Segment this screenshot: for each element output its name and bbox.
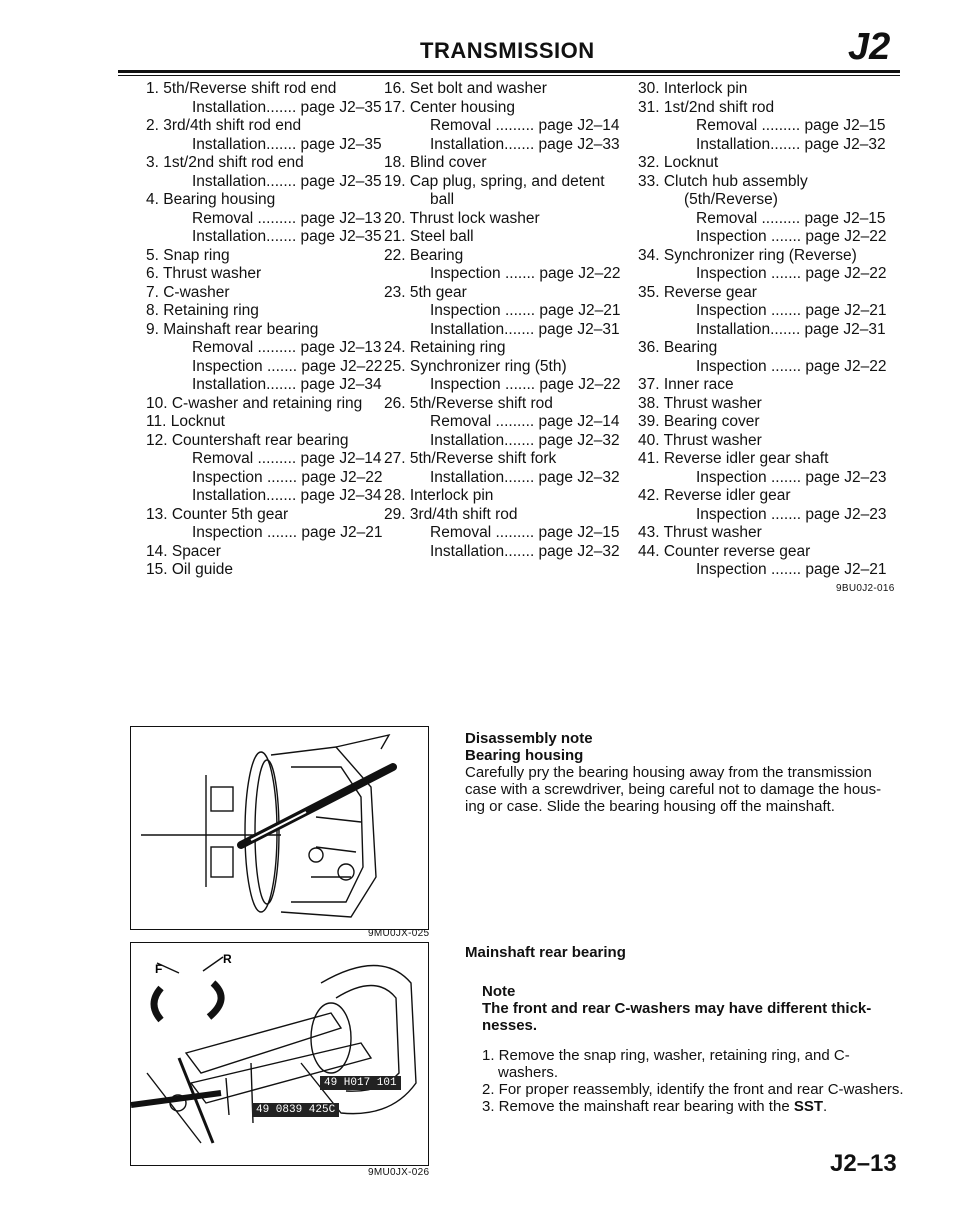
screwdriver-icon (241, 767, 393, 845)
bearing-housing-illustration (131, 727, 428, 929)
figure-mainshaft-rear-bearing (130, 942, 429, 1166)
fig1-housing-body (271, 747, 376, 917)
step-line: washers. (498, 1064, 559, 1081)
parts-list-line: Installation....... page J2–35 (192, 228, 382, 245)
parts-list-line: Inspection ....... page J2–21 (696, 302, 887, 319)
note-text-line: The front and rear C-washers may have different thick- (482, 1000, 872, 1017)
fig1-housing-top (336, 735, 389, 749)
parts-list-line: 43. Thrust washer (638, 524, 762, 541)
parts-list-line: 16. Set bolt and washer (384, 80, 547, 97)
fig1-bolt (309, 848, 323, 862)
parts-list-line: 37. Inner race (638, 376, 734, 393)
figure-2-code: 9MU0JX-026 (368, 1167, 430, 1178)
step-line-3 (482, 1098, 904, 1115)
parts-list-line: 27. 5th/Reverse shift fork (384, 450, 557, 467)
parts-list-line: Removal ......... page J2–14 (192, 450, 382, 467)
parts-list-line: 36. Bearing (638, 339, 718, 356)
parts-list-line: Installation....... page J2–35 (192, 98, 382, 116)
parts-list-line: 11. Locknut (146, 413, 225, 430)
fig1-bracket (211, 787, 233, 811)
mainshaft-rear-bearing-heading: Mainshaft rear bearing (465, 944, 626, 961)
parts-list-line: Installation....... page J2–32 (430, 542, 620, 560)
parts-list-line: Installation....... page J2–34 (192, 376, 382, 393)
parts-list-line: 41. Reverse idler gear shaft (638, 450, 829, 467)
parts-list-line: 9. Mainshaft rear bearing (146, 320, 319, 338)
parts-list-line: Removal ......... page J2–14 (430, 117, 620, 134)
parts-list-line: 38. Thrust washer (638, 394, 762, 412)
rear-washer-mark: R (223, 952, 232, 966)
parts-list-line: (5th/Reverse) (684, 191, 778, 208)
parts-list-line: Inspection ....... page J2–22 (430, 376, 621, 393)
parts-list-line: 33. Clutch hub assembly (638, 172, 808, 190)
disassembly-note (465, 730, 905, 815)
section-code: J2 (848, 26, 891, 68)
parts-list-line: 13. Counter 5th gear (146, 505, 289, 523)
parts-list-column-2 (384, 80, 620, 561)
parts-list-line: Inspection ....... page J2–21 (696, 561, 887, 578)
washer-leader-lines (157, 957, 223, 973)
parts-list-code: 9BU0J2-016 (836, 583, 895, 594)
parts-list-line: 44. Counter reverse gear (638, 542, 811, 560)
parts-list-line: 18. Blind cover (384, 154, 487, 171)
bearing-housing-heading: Bearing housing (465, 747, 584, 764)
parts-list-line: 15. Oil guide (146, 561, 234, 578)
parts-list-line: 2. 3rd/4th shift rod end (146, 117, 302, 134)
parts-list-line: Installation....... page J2–35 (192, 135, 382, 153)
parts-list-line: Removal ......... page J2–14 (430, 413, 620, 430)
parts-list-line: Inspection ....... page J2–21 (192, 524, 383, 541)
fig2-leader-line (147, 1073, 201, 1143)
parts-list-line: 28. Interlock pin (384, 487, 494, 504)
rear-c-washer-icon (209, 983, 221, 1017)
parts-list-line: 32. Locknut (638, 154, 719, 171)
parts-list-line: Removal ......... page J2–15 (696, 117, 886, 134)
parts-list-line: Installation....... page J2–34 (192, 487, 382, 504)
disassembly-text-line: Carefully pry the bearing housing away from the transmission (465, 764, 872, 781)
sst-label-2: 49 0839 425C (252, 1103, 339, 1117)
parts-list-line: Installation....... page J2–32 (696, 135, 886, 153)
parts-list-line: Installation....... page J2–33 (430, 135, 620, 153)
figure-1-code: 9MU0JX-025 (368, 928, 430, 939)
note-text-line: nesses. (482, 1017, 538, 1034)
parts-list-line: ball (430, 191, 455, 208)
parts-list-line: Removal ......... page J2–13 (192, 209, 382, 227)
parts-list-line: 39. Bearing cover (638, 413, 760, 430)
parts-list-line: Installation....... page J2–31 (696, 320, 886, 338)
parts-list-line: 14. Spacer (146, 542, 221, 560)
section-title: TRANSMISSION (420, 38, 595, 63)
parts-list-line: Removal ......... page J2–15 (430, 524, 620, 541)
disassembly-text-line: ing or case. Slide the bearing housing off the mainshaft. (465, 798, 835, 815)
parts-list-line: 29. 3rd/4th shift rod (384, 505, 518, 523)
parts-list-line: Inspection ....... page J2–21 (430, 302, 621, 319)
sst-puller-illustration (131, 943, 428, 1165)
parts-list-line: Removal ......... page J2–13 (192, 339, 382, 356)
parts-list-line: Inspection ....... page J2–23 (696, 468, 887, 486)
disassembly-text-line: case with a screwdriver, being careful not to damage the hous- (465, 781, 882, 798)
header-rule (118, 70, 900, 73)
parts-list-line: Inspection ....... page J2–22 (696, 265, 887, 282)
parts-list-line: 6. Thrust washer (146, 265, 262, 282)
parts-list-line: 3. 1st/2nd shift rod end (146, 154, 304, 171)
parts-list-line: 10. C-washer and retaining ring (146, 394, 363, 412)
parts-list-line: 19. Cap plug, spring, and detent (384, 172, 605, 190)
parts-list-line: Installation....... page J2–35 (192, 172, 382, 190)
sst-term: SST (793, 1098, 824, 1115)
header-rule-thin (118, 75, 900, 76)
disassembly-heading: Disassembly note (465, 730, 593, 747)
page-number: J2–13 (830, 1150, 897, 1177)
figure-bearing-housing (130, 726, 429, 930)
parts-list-line: 5. Snap ring (146, 246, 230, 264)
parts-list-line: 22. Bearing (384, 246, 464, 264)
parts-list-line: 23. 5th gear (384, 283, 467, 301)
fig1-bracket (211, 847, 233, 877)
parts-list-line: 8. Retaining ring (146, 302, 259, 319)
parts-list-line: 24. Retaining ring (384, 339, 506, 356)
parts-list-line: 7. C-washer (146, 283, 230, 301)
parts-list-line: Inspection ....... page J2–22 (192, 357, 383, 375)
note-block (482, 983, 871, 1034)
parts-list-line: Inspection ....... page J2–23 (696, 505, 887, 523)
parts-list-line: 25. Synchronizer ring (5th) (384, 357, 567, 375)
parts-list-line: 21. Steel ball (384, 228, 474, 245)
parts-list-line: Inspection ....... page J2–22 (696, 228, 887, 245)
parts-list-line: 4. Bearing housing (146, 191, 276, 208)
parts-list-line: 30. Interlock pin (638, 80, 748, 97)
parts-list-line: 26. 5th/Reverse shift rod (384, 394, 553, 412)
note-label: Note (482, 983, 516, 1000)
step-3-period: . (823, 1098, 828, 1115)
procedure-steps (482, 1047, 904, 1115)
parts-list-line: Inspection ....... page J2–22 (696, 357, 887, 375)
front-c-washer-icon (154, 988, 161, 1020)
step-line: 1. Remove the snap ring, washer, retaining ring, and C- (482, 1047, 850, 1064)
mainshaft-heading (465, 944, 626, 961)
parts-list-line: Installation....... page J2–32 (430, 431, 620, 449)
parts-list-line: Inspection ....... page J2–22 (430, 265, 621, 282)
front-washer-mark: F (155, 962, 163, 976)
parts-list-line: 40. Thrust washer (638, 431, 762, 449)
parts-list-line: 35. Reverse gear (638, 283, 757, 301)
parts-list-column-3 (638, 80, 886, 580)
parts-list-line: 42. Reverse idler gear (638, 487, 791, 504)
parts-list-line: 12. Countershaft rear bearing (146, 431, 349, 449)
sst-label-1: 49 H017 101 (320, 1076, 401, 1090)
parts-list-line: 20. Thrust lock washer (384, 209, 540, 227)
parts-list-line: Installation....... page J2–32 (430, 468, 620, 486)
parts-list-line: 34. Synchronizer ring (Reverse) (638, 246, 857, 264)
parts-list-line: 1. 5th/Reverse shift rod end (146, 80, 337, 97)
parts-list-line: Removal ......... page J2–15 (696, 209, 886, 227)
step-line: 2. For proper reassembly, identify the front and rear C-washers. (482, 1081, 904, 1098)
parts-list-line: 17. Center housing (384, 98, 515, 116)
parts-list-column-1 (146, 80, 382, 580)
parts-list-line: Inspection ....... page J2–22 (192, 468, 383, 486)
parts-list-line: 31. 1st/2nd shift rod (638, 98, 775, 116)
step-3-text: 3. Remove the mainshaft rear bearing with the (482, 1098, 794, 1115)
parts-list-line: Installation....... page J2–31 (430, 320, 620, 338)
